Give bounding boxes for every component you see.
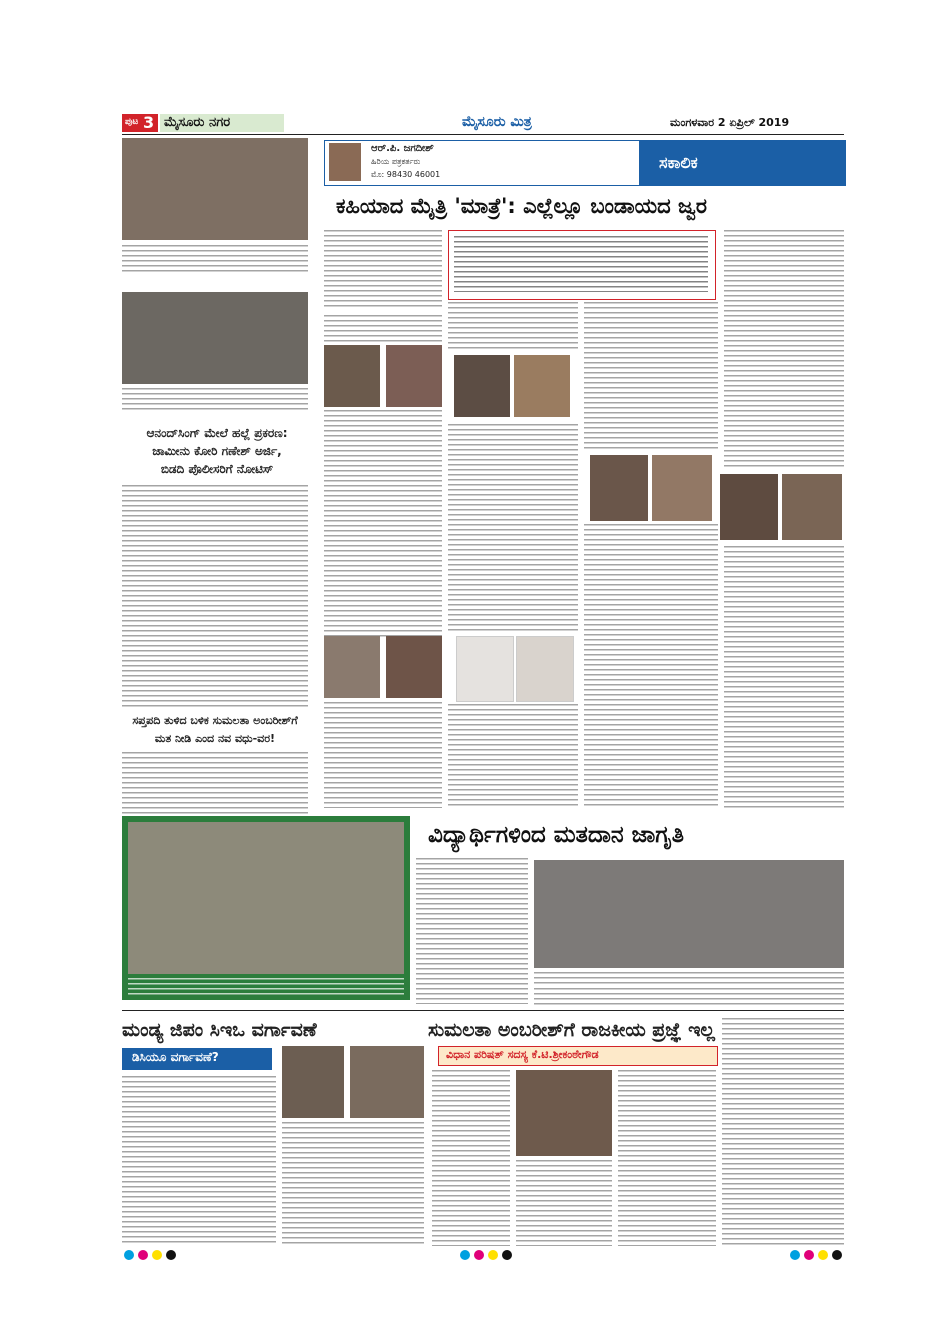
registration-dot-magenta [138, 1250, 148, 1260]
registration-dot-black-2 [502, 1250, 512, 1260]
deer-photo [128, 822, 404, 974]
photo-meeting [122, 138, 308, 240]
lead-col4-b [724, 546, 844, 808]
photo-politician-11 [720, 474, 778, 540]
photo-politician-9 [590, 455, 648, 521]
lead-col4-a [724, 230, 844, 470]
registration-dot-black [166, 1250, 176, 1260]
story3-headline-line1: ಸಪ್ತಪದಿ ತುಳಿದ ಬಳಿಕ ಸುಮಲತಾ ಅಂಬರೀಶ್‌ಗೆ [132, 714, 298, 727]
photo-politician-5 [324, 636, 380, 698]
lead-col1-a [324, 230, 442, 310]
header-date: ಮಂಗಳವಾರ 2 ಏಪ್ರಿಲ್ 2019 [670, 116, 790, 129]
lead-headline: ಕಹಿಯಾದ ಮೈತ್ರಿ 'ಮಾತ್ರೆ': ಎಲ್ಲೆಲ್ಲೂ ಬಂಡಾಯದ ಜ್ವರ [336, 194, 708, 218]
registration-dot-yellow [152, 1250, 162, 1260]
photo-politician-6 [386, 636, 442, 698]
page-number: 3 [143, 113, 155, 132]
students-caption [534, 972, 844, 984]
registration-dot-cyan-2 [460, 1250, 470, 1260]
bottom-left-body2 [282, 1122, 424, 1246]
photo-politician-12 [782, 474, 842, 540]
column-head [324, 140, 846, 186]
author-name: ಆರ್.ಪಿ. ಜಗದೀಶ್ [371, 143, 434, 154]
lead-col1-b [324, 315, 442, 345]
photo-politician-2 [386, 345, 442, 407]
bottom-right-col3 [618, 1070, 716, 1246]
photo-politician-7 [456, 636, 514, 702]
story2-body [122, 485, 308, 707]
lead-col2-a [448, 302, 578, 352]
author-photo [329, 143, 361, 181]
header-divider [122, 134, 844, 135]
mid-body-col1 [416, 858, 528, 1004]
caption-meeting [122, 245, 308, 273]
photo-politician-10 [652, 455, 712, 521]
story2-headline [126, 424, 308, 478]
page-label: ಪುಟ [125, 117, 139, 127]
mid-headline: ವಿದ್ಯಾರ್ಥಿಗಳಿಂದ ಮತದಾನ ಜಾಗೃತಿ [428, 822, 684, 848]
bottom-headline-right: ಸುಮಲತಾ ಅಂಬರೀಶ್‌ಗೆ ರಾಜಕೀಯ ಪ್ರಜ್ಞೆ ಇಲ್ಲ [428, 1019, 716, 1041]
registration-dot-magenta-3 [804, 1250, 814, 1260]
lead-col3-b [584, 524, 718, 808]
column-tag: ಸಕಾಲಿಕ [659, 153, 698, 172]
lead-summary-text [454, 236, 708, 292]
lead-col2-b [448, 424, 578, 634]
sub-left: ಡಿಸಿಯೂ ವರ್ಗಾವಣೆ? [132, 1050, 219, 1064]
lead-col2-c [448, 704, 578, 808]
lead-col1-c [324, 410, 442, 640]
lead-col3-a [584, 302, 718, 452]
story2-headline-line2: ಜಾಮೀನು ಕೋರಿ ಗಣೇಶ್ ಅರ್ಜಿ, [152, 444, 282, 458]
deer-caption [128, 978, 404, 996]
story3-headline [122, 712, 308, 748]
registration-dot-black-3 [832, 1250, 842, 1260]
story2-headline-line3: ಬಿಡದಿ ಪೊಲೀಸರಿಗೆ ನೋಟಿಸ್ [160, 462, 274, 476]
photo-politician-1 [324, 345, 380, 407]
bottom-headline-left: ಮಂಡ್ಯ ಜಿಪಂ ಸಿಇಒ ವರ್ಗಾವಣೆ [122, 1019, 317, 1041]
bottom-right-col2 [516, 1160, 612, 1246]
author-role: ಹಿರಿಯ ಪತ್ರಕರ್ತರು [371, 157, 421, 166]
photo-group [122, 292, 308, 384]
registration-dot-cyan-3 [790, 1250, 800, 1260]
section-title: ಮೈಸೂರು ನಗರ [164, 115, 231, 130]
registration-dot-yellow-2 [488, 1250, 498, 1260]
page-header [122, 112, 844, 134]
story2-headline-line1: ಆನಂದ್‌ಸಿಂಗ್ ಮೇಲೆ ಹಲ್ಲೆ ಪ್ರಕರಣ: [146, 426, 288, 440]
mid-body-col2 [534, 988, 844, 1006]
registration-dot-yellow-3 [818, 1250, 828, 1260]
caption-group [122, 388, 308, 410]
bottom-divider [122, 1010, 844, 1011]
photo-ceo-2 [350, 1046, 424, 1118]
lead-col1-d [324, 702, 442, 808]
registration-dot-magenta-2 [474, 1250, 484, 1260]
author-phone: ಮೊ: 98430 46001 [371, 170, 441, 179]
photo-politician-8 [516, 636, 574, 702]
bottom-right-col1 [432, 1070, 510, 1246]
sub-right: ವಿಧಾನ ಪರಿಷತ್ ಸದಸ್ಯ ಕೆ.ಟಿ.ಶ್ರೀಕಂಠೇಗೌಡ [446, 1048, 599, 1061]
story3-headline-line2: ಮತ ನೀಡಿ ಎಂದ ನವ ವಧು-ವರ! [154, 732, 276, 745]
bottom-left-body [122, 1076, 276, 1246]
photo-ceo-1 [282, 1046, 344, 1118]
bottom-right-col4 [722, 1018, 844, 1246]
photo-politician-4 [514, 355, 570, 417]
students-photo [534, 860, 844, 968]
photo-politician-3 [454, 355, 510, 417]
masthead: ಮೈಸೂರು ಮಿತ್ರ [462, 114, 532, 130]
registration-dot-cyan [124, 1250, 134, 1260]
photo-mlc [516, 1070, 612, 1156]
